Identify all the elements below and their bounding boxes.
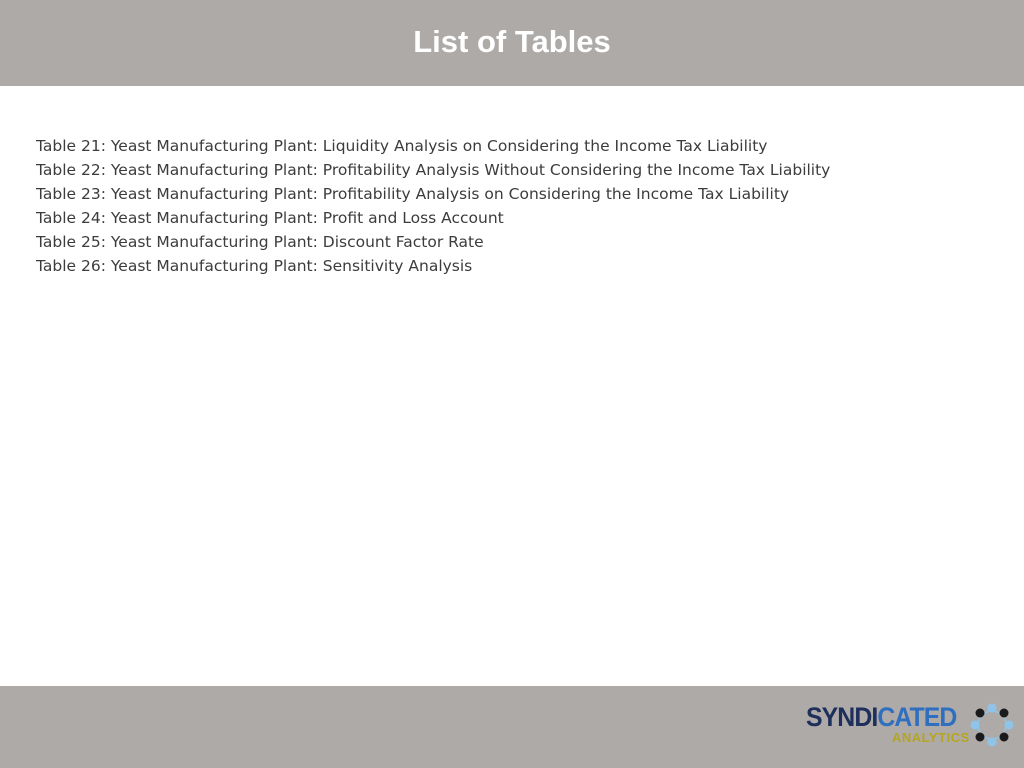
list-item: Table 23: Yeast Manufacturing Plant: Profitability Analysis on Considering the Income Tax Liability bbox=[36, 185, 790, 203]
list-item: Table 21: Yeast Manufacturing Plant: Liquidity Analysis on Considering the Income Tax Liability bbox=[36, 137, 768, 155]
page-title: List of Tables bbox=[413, 24, 611, 59]
logo-subword: ANALYTICS bbox=[892, 730, 970, 745]
logo-ring-icon bbox=[970, 703, 1014, 747]
header-bar bbox=[0, 0, 1024, 86]
company-logo bbox=[806, 700, 1016, 752]
list-item: Table 24: Yeast Manufacturing Plant: Profit and Loss Account bbox=[36, 209, 504, 227]
logo-wordmark-part2: CATED bbox=[877, 702, 957, 732]
logo-wordmark-part1: SYNDI bbox=[806, 702, 878, 732]
table-list bbox=[36, 134, 830, 278]
list-item: Table 26: Yeast Manufacturing Plant: Sensitivity Analysis bbox=[36, 257, 473, 275]
list-item: Table 25: Yeast Manufacturing Plant: Discount Factor Rate bbox=[36, 233, 484, 251]
list-item: Table 22: Yeast Manufacturing Plant: Profitability Analysis Without Considering the Income Tax Liability bbox=[36, 161, 831, 179]
logo-wordmark bbox=[806, 702, 956, 732]
